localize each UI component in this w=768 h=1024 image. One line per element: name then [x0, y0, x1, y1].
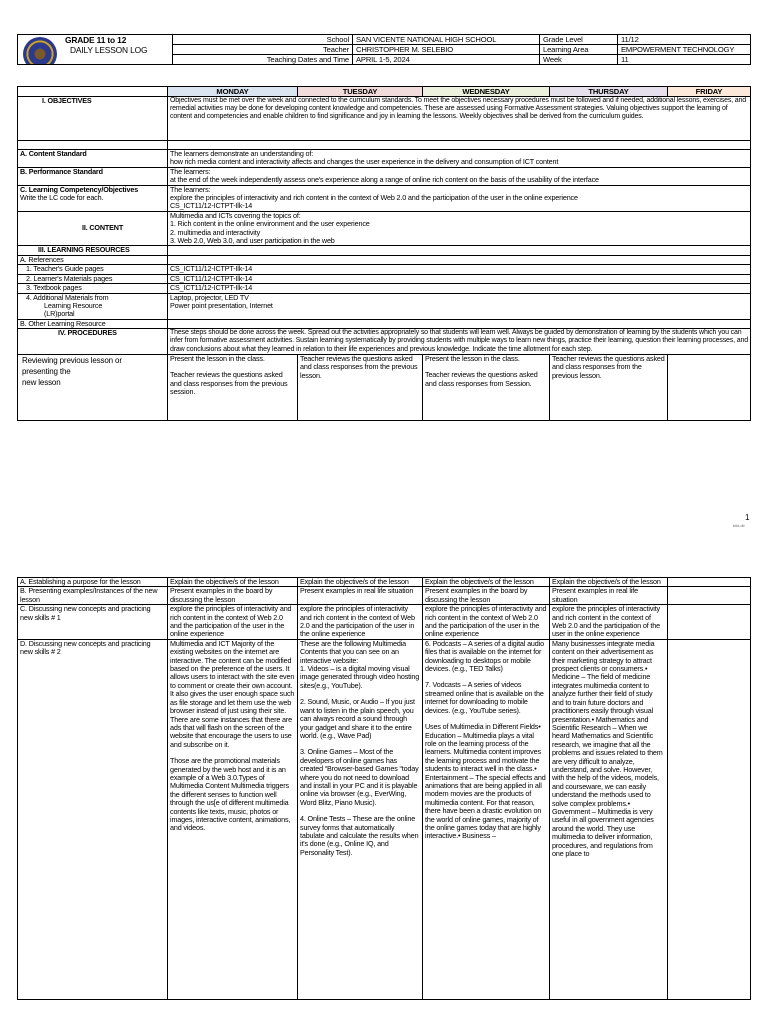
row-a-tuesday: Explain the objective/s of the lesson [298, 578, 423, 587]
row-d-monday-p1: Multimedia and ICT Majority of the existing websites on the internet are interactive. The content can be modified based on the preference of the users. It allows users to interact with the site even to comment or create their own account. It also gives the user enough space such as file storage and let them use the web browser instead of just using their site. There are some instances that there are ads that will flash on the screen of the website that encourage the users to use and subscribe on it. [170, 639, 295, 749]
row-d-tuesday-p2: 1. Videos – is a digital moving visual image generated through video hosting sites(e.g., YouTube). [300, 664, 420, 690]
lm-value: CS_ICT11/12-ICTPT-Ilk-14 [168, 274, 751, 283]
day-thursday: THURSDAY [550, 87, 668, 97]
lm-label: 2. Learner's Materials pages [18, 274, 168, 283]
row-d-label: D. Discussing new concepts and practicing new skills # 2 [18, 639, 168, 999]
competency-label1: C. Learning Competency/Objectives [20, 185, 139, 194]
review-monday-a: Present the lesson in the class. [170, 354, 265, 363]
page-footer-mark: bikt.dlr [733, 523, 745, 528]
review-wednesday-b: Teacher reviews the questions asked and class responses from Session. [425, 370, 538, 388]
area-value: EMPOWERMENT TECHNOLOGY [618, 45, 751, 55]
additional-materials-value [168, 293, 751, 319]
row-d-monday-p2: Those are the promotional materials generated by the web host and it is an example of a Web 3.0.Types of Multimedia Content Multimedia triggers the different senses to function well through the us[e of different multimedia contents like texts, music, photos or images, interactive content, animations, and videos. [170, 756, 291, 833]
content-line4: 3. Web 2.0, Web 3.0, and user participation in the web [170, 236, 335, 246]
content-line1: Multimedia and ICTs covering the topics of: [170, 211, 301, 220]
review-label3: new lesson [22, 377, 61, 387]
objectives-label: I. OBJECTIVES [18, 97, 168, 141]
review-label1: Reviewing previous lesson or [22, 355, 122, 365]
performance-standard-line2: at the end of the week independently assess one's experience along a range of online rich content on the basis of the usability of the interface [170, 175, 599, 185]
title-line1: GRADE 11 to 12 [65, 35, 127, 45]
add-value2: Power point presentation, Internet [170, 300, 273, 310]
row-c-monday: explore the principles of interactivity and rich content in the context of Web 2.0 and the participation of the user in the online experience [168, 605, 298, 640]
performance-standard-line1: The learners: [170, 167, 211, 176]
deped-seal-icon [23, 37, 57, 65]
content-standard-text [168, 150, 751, 168]
add-label2: Learning Resource [44, 300, 103, 310]
review-wednesday [423, 354, 550, 420]
row-c-thursday: explore the principles of interactivity and rich content in the context of Web 2.0 and the participation of the user in the online experience [550, 605, 668, 640]
row-b-friday [668, 587, 751, 605]
row-d-tuesday-p3: 2. Sound, Music, or Audio – If you just want to listen in the plain speech, you can always record a sound through your gadget and share it to the entire world. (e.g., Wave Pad) [300, 697, 415, 740]
row-d-monday [168, 639, 298, 999]
row-b-monday: Present examples in the board by discussing the lesson [168, 587, 298, 605]
day-friday: FRIDAY [668, 87, 751, 97]
row-d-wednesday-p3: Uses of Multimedia in Different Fields• Education – Multimedia plays a vital role on the learning process of the learners. Multimedia content improves the learning process and motivate the students to interact well in the class.• Entertainment – The special effects and animations that are being applied in all modern movies are the products of multimedia content. For that reason, there have been a drastic evolution on the world of online games, majority of the online games today that are highly interactive.• Business – [425, 722, 546, 841]
school-label: School [173, 35, 353, 45]
row-b-label: B. Presenting examples/Instances of the new lesson [18, 587, 168, 605]
grade-value: 11/12 [618, 35, 751, 45]
procedures-table [17, 577, 751, 1000]
review-monday-b: Teacher reviews the questions asked and class responses from the previous session. [170, 370, 288, 396]
row-d-wednesday-p1: 6. Podcasts – A series of a digital audio files that is available on the internet for downloading to desktops or mobile devices. (e.g., TED Talks) [425, 639, 544, 674]
row-c-friday [668, 605, 751, 640]
competency-label [18, 185, 168, 211]
performance-standard-text [168, 167, 751, 185]
header-table [17, 34, 751, 65]
performance-standard-label: B. Performance Standard [18, 167, 168, 185]
dates-label: Teaching Dates and Time [173, 55, 353, 65]
review-label [18, 354, 168, 420]
grade-label: Grade Level [540, 35, 618, 45]
competency-line1: The learners: [170, 185, 211, 194]
references-label: A. References [18, 255, 168, 264]
competency-line3: CS_ICT11/12-ICTPT-Ilk-14 [170, 201, 253, 211]
add-label3: (LR)portal [44, 309, 75, 319]
week-label: Week [540, 55, 618, 65]
content-standard-line1: The learners demonstrate an understanding of: [170, 149, 314, 158]
add-value1: Laptop, projector, LED TV [170, 293, 249, 302]
week-value: 11 [618, 55, 751, 65]
row-b-tuesday: Present examples in real life situation [298, 587, 423, 605]
other-resources-label: B. Other Learning Resource [18, 319, 168, 328]
competency-label2: Write the LC code for each. [20, 193, 104, 203]
content-text [168, 211, 751, 246]
review-label2: presenting the [22, 366, 71, 376]
content-label: II. CONTENT [18, 211, 168, 246]
row-d-wednesday [423, 639, 550, 999]
page-number: 1 [745, 513, 750, 522]
review-monday [168, 354, 298, 420]
school-value: SAN VICENTE NATIONAL HIGH SCHOOL [353, 35, 540, 45]
day-wednesday: WEDNESDAY [423, 87, 550, 97]
review-thursday: Teacher reviews the questions asked and class responses from the previous lesson. [550, 354, 668, 420]
tb-value: CS_ICT11/12-ICTPT-Ilk-14 [168, 284, 751, 293]
resources-label: III. LEARNING RESOURCES [18, 246, 168, 255]
row-a-thursday: Explain the objective/s of the lesson [550, 578, 668, 587]
content-standard-label: A. Content Standard [18, 150, 168, 168]
competency-line2: explore the principles of interactivity and rich content in the context of Web 2.0 and the participation of the user in the online experience [170, 193, 578, 203]
row-a-friday [668, 578, 751, 587]
lesson-log-table [17, 86, 751, 421]
tg-value: CS_ICT11/12-ICTPT-Ilk-14 [168, 265, 751, 274]
tg-label: 1. Teacher's Guide pages [18, 265, 168, 274]
tb-label: 3. Textbook pages [18, 284, 168, 293]
competency-text [168, 185, 751, 211]
procedures-text: These steps should be done across the week. Spread out the activities appropriately so that students will learn well. Always be guided by demonstration of learning by the students which you can infer from formative assessment activities. Sustain learning systematically by providing students with multiple ways to learn new things, practice their learning, question their learning processes, and draw conclusions about what they learned in relation to their life experiences and previous knowledge. Indicate the time allotment for each step. [168, 329, 751, 355]
row-d-thursday: Many businesses integrate media content on their advertisement as their marketing strategy to attract prospect clients or consumers.• Medicine – The field of medicine integrates multimedia content to analyze further their field of study and to train future doctors and practitioners easily through visual presentation.• Mathematics and Scientific Research – When we heard Mathematics and Scientific research, we imagine that all the problems and issues related to them are very difficult to analyze, understand, and solve. However, with the help of the videos, models, and courseware, we can easily understand the methods used to solve complex problems.• Government – Multimedia is very useful in all government agencies around the world. They use multimedia to deliver information, procedures, and regulations from one place to [550, 639, 668, 999]
teacher-label: Teacher [173, 45, 353, 55]
area-label: Learning Area [540, 45, 618, 55]
row-d-tuesday-p4: 3. Online Games – Most of the developers of online games has created “Browser-based Games “today where you do not need to download and install in your PC and it is playable online via browser (e.g., EverWing, Word Blitz, Piano Music). [300, 747, 419, 807]
review-friday [668, 354, 751, 420]
row-c-label: C. Discussing new concepts and practicing new skills # 1 [18, 605, 168, 640]
content-line2: 1. Rich content in the online environment and the user experience [170, 219, 370, 229]
content-line3: 2. multimedia and interactivity [170, 227, 261, 237]
dates-value: APRIL 1-5, 2024 [353, 55, 540, 65]
row-c-tuesday: explore the principles of interactivity and rich content in the context of Web 2.0 and the participation of the user in the online experience [298, 605, 423, 640]
row-a-wednesday: Explain the objective/s of the lesson [423, 578, 550, 587]
row-d-tuesday-p5: 4. Online Tests – These are the online survey forms that automatically tabulate and calculate the results when it's done (e.g., Online IQ, and Personality Test). [300, 814, 419, 857]
row-b-thursday: Present examples in real life situation [550, 587, 668, 605]
row-c-wednesday: explore the principles of interactivity and rich content in the context of Web 2.0 and the participation of the user in the online experience [423, 605, 550, 640]
header-title-cell [18, 35, 173, 65]
review-tuesday: Teacher reviews the questions asked and class responses from the previous lesson. [298, 354, 423, 420]
procedures-label: IV. PROCEDURES [18, 329, 168, 355]
row-d-tuesday-p1: These are the following Multimedia Contents that you can see on an interactive website: [300, 639, 406, 665]
content-standard-line2: how rich media content and interactivity affects and changes the user experience in the delivery and consumption of ICT content [170, 157, 559, 167]
teacher-value: CHRISTOPHER M. SELEBIO [353, 45, 540, 55]
day-tuesday: TUESDAY [298, 87, 423, 97]
row-d-tuesday [298, 639, 423, 999]
objectives-text: Objectives must be met over the week and connected to the curriculum standards. To meet the objectives necessary procedures must be followed and if needed, additional lessons, exercises, and remedial activities may be done for developing content knowledge and competencies. These are assessed using Formative Assessment strategies. Valuing objectives support the learning of content and competencies and enable children to find significance and joy in learning the lessons. Weekly objectives shall be derived from the curriculum guides. [168, 97, 751, 141]
title-line2: DAILY LESSON LOG [70, 45, 148, 55]
add-label1: 4. Additional Materials from [26, 293, 109, 302]
row-b-wednesday: Present examples in the board by discussing the lesson [423, 587, 550, 605]
review-wednesday-a: Present the lesson in the class. [425, 354, 520, 363]
row-a-label: A. Establishing a purpose for the lesson [18, 578, 168, 587]
day-monday: MONDAY [168, 87, 298, 97]
row-d-friday [668, 639, 751, 999]
row-d-wednesday-p2: 7. Vodcasts – A series of videos streamed online that is available on the internet for downloading to mobile devices. (e.g., YouTube series). [425, 680, 544, 715]
additional-materials-label [18, 293, 168, 319]
row-a-monday: Explain the objective/s of the lesson [168, 578, 298, 587]
